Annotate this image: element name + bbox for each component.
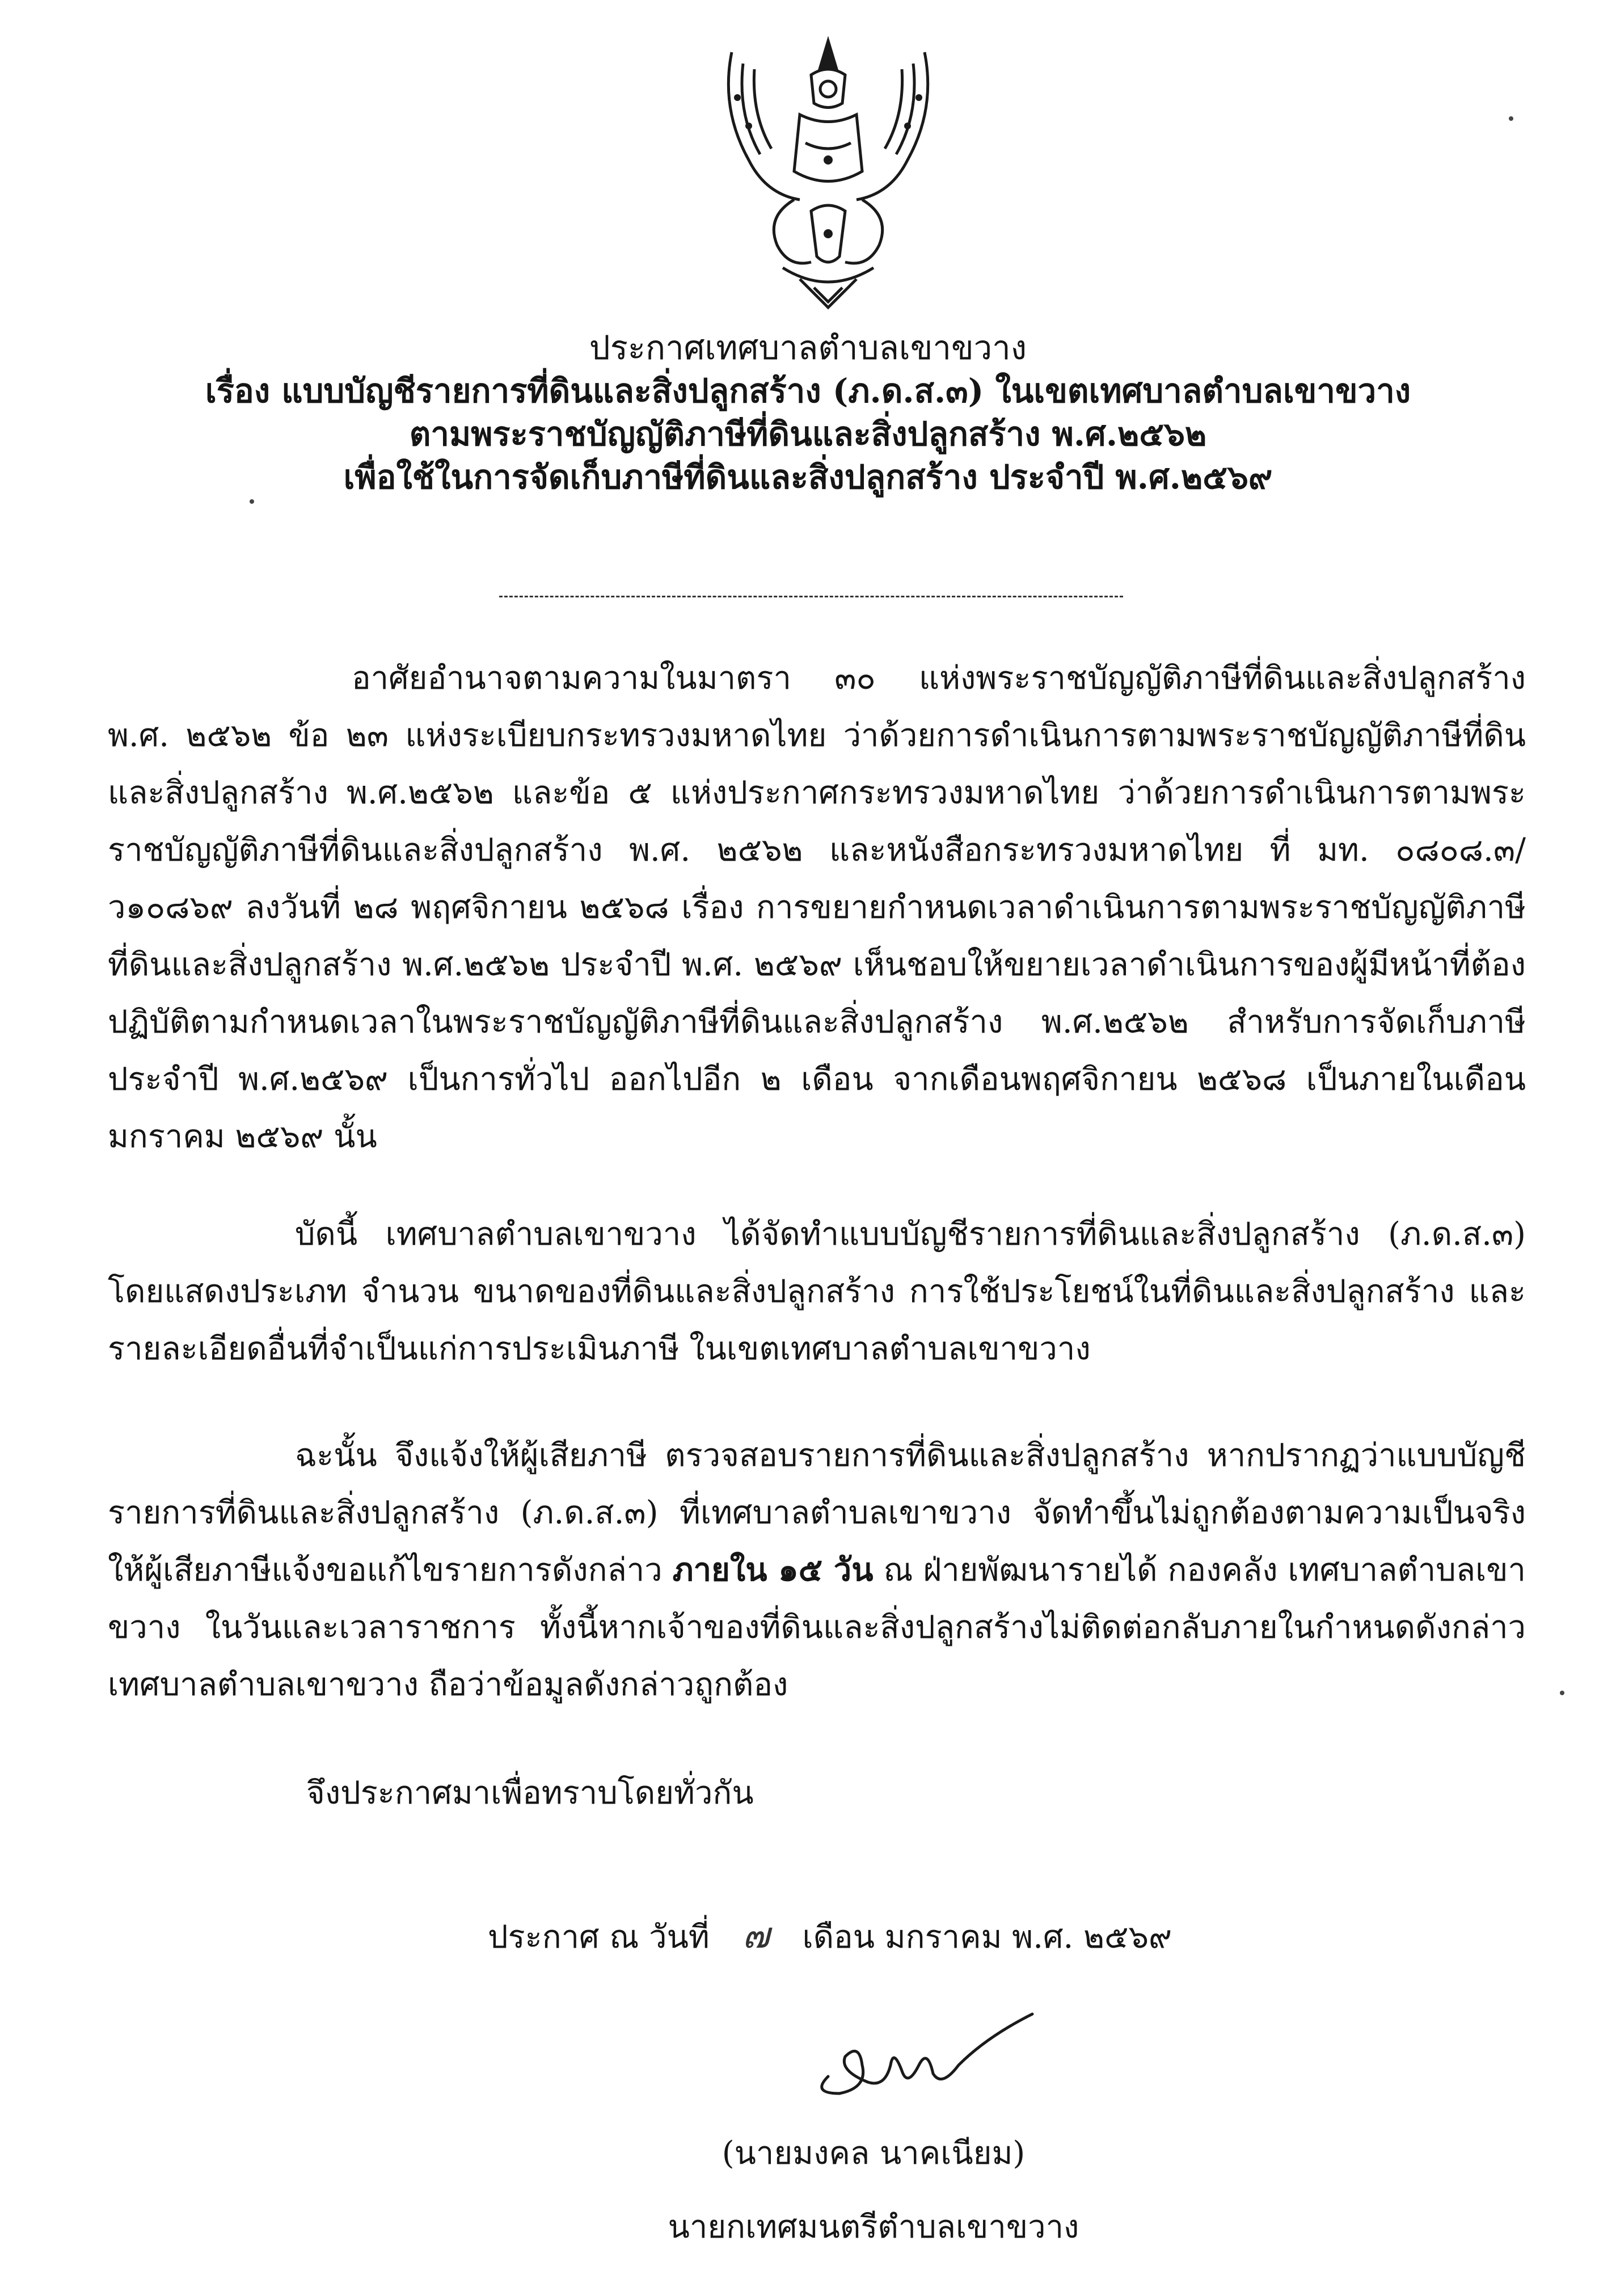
date-day: ๗ [742,1915,770,1957]
subject-line: เรื่อง แบบบัญชีรายการที่ดินและสิ่งปลูกสร้าง (ภ.ด.ส.๓) ในเขตเทศบาลตำบลเขาขวาง [205,372,1411,410]
scan-speck [250,499,254,504]
body-paragraph-1: อาศัยอำนาจตามความในมาตรา ๓๐ แห่งพระราชบัญญัติภาษีที่ดินและสิ่งปลูกสร้าง พ.ศ. ๒๕๖๒ ข้อ ๒๓ แห่งระเบียบกระทรวงมหาดไทย ว่าด้วยการดำเนินการตามพระราชบัญญัติภาษีที่ดินและสิ่งปลูกสร้าง พ.ศ.๒๕๖๒ และข้อ ๕ แห่งประกาศกระทรวงมหาดไทย ว่าด้วยการดำเนินการตามพระราชบัญญัติภาษีที่ดินและสิ่งปลูกสร้าง พ.ศ. ๒๕๖๒ และหนังสือกระทรวงมหาดไทย ที่ มท. ๐๘๐๘.๓/ว๑๐๘๖๙ ลงวันที่ ๒๘ พฤศจิกายน ๒๕๖๘ เรื่อง การขยายกำหนดเวลาดำเนินการตามพระราชบัญญัติภาษีที่ดินและสิ่งปลูกสร้าง พ.ศ.๒๕๖๒ ประจำปี พ.ศ. ๒๕๖๙ เห็นชอบให้ขยายเวลาดำเนินการของผู้มีหน้าที่ต้องปฏิบัติตามกำหนดเวลาในพระราชบัญญัติภาษีที่ดินและสิ่งปลูกสร้าง พ.ศ.๒๕๖๒ สำหรับการจัดเก็บภาษีประจำปี พ.ศ.๒๕๖๙ เป็นการทั่วไป ออกไปอีก ๒ เดือน จากเดือนพฤศจิกายน ๒๕๖๘ เป็นภายในเดือนมกราคม ๒๕๖๙ นั้น [108,660,1526,1155]
closing-statement: จึงประกาศมาเพื่อทราบโดยทั่วกัน [306,1775,754,1811]
handwritten-signature [805,2003,1044,2105]
date-suffix: เดือน มกราคม พ.ศ. ๒๕๖๙ [802,1919,1172,1956]
garuda-emblem-icon [698,30,959,313]
deadline-emphasis: ภายใน ๑๕ วัน [672,1551,874,1589]
paragraph-3-text-a: ฉะนั้น จึงแจ้งให้ผู้เสียภาษี ตรวจสอบรายการที่ดินและสิ่งปลูกสร้าง หากปรากฏว่าแบบบัญชีรายการที่ดินและสิ่งปลูกสร้าง (ภ.ด.ส.๓) ที่เทศบาลตำบลเขาขวาง จัดทำขึ้นไม่ถูกต้องตามความเป็นจริงให้ผู้เสียภาษีแจ้งขอแก้ไขรายการดังกล่าว [108,1437,1526,1589]
paragraph-3-text-b: ณ ฝ่ายพัฒนารายได้ กองคลัง เทศบาลตำบลเขาขวาง ในวันและเวลาราชการ ทั้งนี้หากเจ้าของที่ดินและสิ่งปลูกสร้างไม่ติดต่อกลับภายในกำหนดดังกล่าว เทศบาลตำบลเขาขวาง ถือว่าข้อมูลดังกล่าวถูกต้อง [108,1552,1526,1703]
header-divider [499,596,1123,597]
scan-speck [1560,1691,1564,1695]
scan-speck [1509,116,1513,121]
act-reference: ตามพระราชบัญญัติภาษีที่ดินและสิ่งปลูกสร้าง พ.ศ.๒๕๖๒ [409,415,1207,453]
signer-title: นายกเทศมนตรีตำบลเขาขวาง [668,2209,1079,2246]
announcement-date [488,1906,1172,1964]
body-paragraph-2: บัดนี้ เทศบาลตำบลเขาขวาง ได้จัดทำแบบบัญชีรายการที่ดินและสิ่งปลูกสร้าง (ภ.ด.ส.๓) โดยแสดงประเภท จำนวน ขนาดของที่ดินและสิ่งปลูกสร้าง การใช้ประโยชน์ในที่ดินและสิ่งปลูกสร้าง และรายละเอียดอื่นที่จำเป็นแก่การประเมินภาษี ในเขตเทศบาลตำบลเขาขวาง [108,1216,1526,1367]
purpose-line: เพื่อใช้ในการจัดเก็บภาษีที่ดินและสิ่งปลูกสร้าง ประจำปี พ.ศ.๒๕๖๙ [343,458,1273,496]
announcement-header [170,326,1446,499]
date-prefix: ประกาศ ณ วันที่ [488,1919,710,1956]
body-paragraph-3 [108,1427,1526,1713]
signer-name: (นายมงคล นาคเนียม) [721,2135,1026,2172]
agency-title: ประกาศเทศบาลตำบลเขาขวาง [589,328,1027,367]
